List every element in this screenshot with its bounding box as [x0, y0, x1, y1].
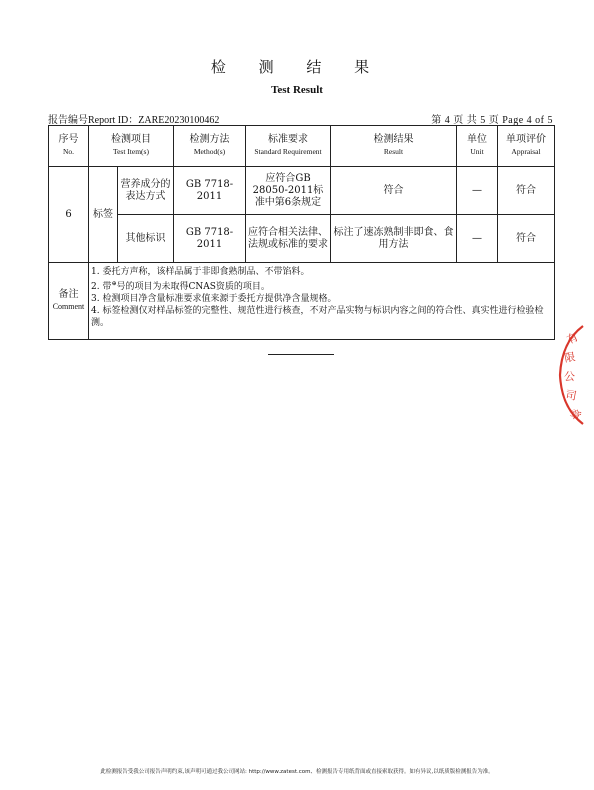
comment-row	[49, 263, 555, 340]
cnas-mark-icon: ⊕	[111, 280, 117, 287]
header-method: 检测方法 Method(s)	[174, 126, 246, 167]
row-requirement: 应符合相关法律、法规或标准的要求	[246, 215, 331, 263]
note-line: 4. 标签检测仅对样品标签的完整性、规范性进行核查，不对产品实物与标识内容之间的符合性、真实性进行检验检测。	[91, 306, 544, 328]
header-unit: 单位 Unit	[457, 126, 498, 167]
end-rule	[268, 354, 334, 355]
header-requirement: 标准要求 Standard Requirement	[246, 126, 331, 167]
note-line: 1. 委托方声称，该样品属于非即食熟制品、不带馅料。	[91, 267, 310, 277]
row-appraisal: 符合	[498, 215, 555, 263]
row-method: GB 7718-2011	[174, 167, 246, 215]
row-unit: —	[457, 215, 498, 263]
row-sub-item: 其他标识	[118, 215, 174, 263]
svg-text:章: 章	[567, 406, 584, 424]
seal-stamp-icon	[555, 320, 587, 430]
row-result: 标注了速冻熟制非即食、食用方法	[331, 215, 457, 263]
row-unit: —	[457, 167, 498, 215]
header-test-item: 检测项目 Test Item(s)	[89, 126, 174, 167]
header-appraisal: 单项评价 Appraisal	[498, 126, 555, 167]
row-group-item: 标签	[89, 167, 118, 263]
row-appraisal: 符合	[498, 167, 555, 215]
page-title-cn: 检 测 结 果	[210, 58, 384, 76]
report-info-line	[48, 111, 553, 125]
row-sub-item: 营养成分的表达方式	[118, 167, 174, 215]
svg-text:司: 司	[564, 388, 578, 403]
header-no: 序号 No.	[49, 126, 89, 167]
row-requirement: 应符合GB 28050-2011标准中第6条规定	[246, 167, 331, 215]
comment-label: 备注 Comment	[49, 263, 89, 340]
page-title-en: Test Result	[271, 84, 323, 96]
row-method: GB 7718-2011	[174, 215, 246, 263]
table-row	[49, 215, 555, 263]
results-table	[48, 125, 555, 340]
comment-notes	[89, 263, 555, 340]
table-row	[49, 167, 555, 215]
footer-disclaimer: 此检测报告受我公司报告声明约束,该声明可通过我公司网站: http://www.zatest.com、检测报告专用纸背面或直接索取获得。如有异议,以纸质版检测报告为准。	[100, 769, 494, 775]
report-id: 报告编号Report ID：ZARE20230100462	[48, 115, 220, 126]
row-result: 符合	[331, 167, 457, 215]
row-no: 6	[49, 167, 89, 263]
svg-text:有: 有	[564, 330, 581, 347]
svg-text:公: 公	[564, 370, 575, 383]
table-header-row	[49, 126, 555, 167]
svg-text:限: 限	[563, 350, 577, 365]
page-number: 第 4 页 共 5 页 Page 4 of 5	[431, 115, 553, 126]
header-result: 检测结果 Result	[331, 126, 457, 167]
note-line: 3. 检测项目净含量标准要求值来源于委托方提供净含量规格。	[91, 294, 337, 304]
note-line: 2. 带⊕号的项目为未取得CNAS资质的项目。	[91, 280, 270, 292]
